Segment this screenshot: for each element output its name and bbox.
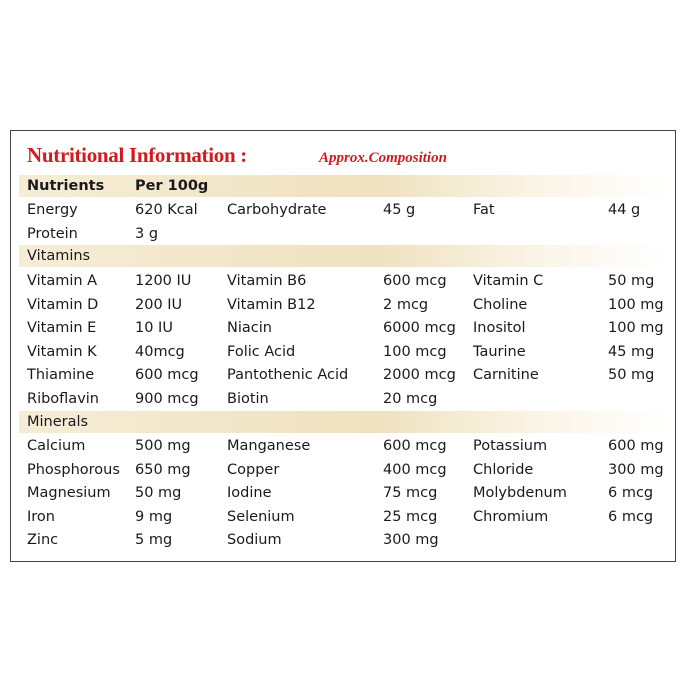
nutrient-name: Vitamin A <box>27 273 98 289</box>
nutrient-name: Inositol <box>473 320 526 336</box>
nutrient-value: 50 mg <box>608 367 655 383</box>
vitamin-row <box>11 294 677 316</box>
vitamins-label: Vitamins <box>27 248 91 264</box>
nutrient-value: 100 mg <box>608 296 664 313</box>
nutrient-value: 600 mcg <box>383 273 447 289</box>
vitamin-row <box>11 270 677 292</box>
nutrient-name: Potassium <box>473 438 548 454</box>
nutrient-value: 10 IU <box>135 320 173 336</box>
nutrient-name: Molybdenum <box>473 485 567 501</box>
nutrient-name: Vitamin D <box>27 296 99 313</box>
col-per-100g: Per 100g <box>135 178 209 194</box>
nutrient-value: 400 mcg <box>383 461 447 478</box>
nutrient-name: Vitamin B12 <box>227 296 316 313</box>
nutrient-value: 500 mg <box>135 438 191 454</box>
mineral-row <box>11 435 677 457</box>
nutrient-value: 6 mcg <box>608 508 654 525</box>
mineral-row <box>11 459 677 481</box>
nutrient-value: 600 mcg <box>383 438 447 454</box>
vitamin-row <box>11 388 677 410</box>
nutrient-value: 5 mg <box>135 532 173 548</box>
nutrient-value: 3 g <box>135 225 159 242</box>
nutrient-value: 300 mg <box>383 532 439 548</box>
nutrient-name: Thiamine <box>27 367 95 383</box>
nutrient-name: Fat <box>473 202 495 218</box>
nutrient-value: 100 mcg <box>383 343 447 360</box>
nutrient-name: Zinc <box>27 532 59 548</box>
nutrient-name: Phosphorous <box>27 461 120 478</box>
vitamin-row <box>11 341 677 363</box>
column-header-row <box>11 175 677 197</box>
nutrient-name: Vitamin C <box>473 273 544 289</box>
nutrient-name: Magnesium <box>27 485 111 501</box>
nutrient-value: 200 IU <box>135 296 183 313</box>
nutrient-value: 50 mg <box>608 273 655 289</box>
nutrient-value: 6000 mcg <box>383 320 456 336</box>
nutrient-value: 600 mcg <box>135 367 199 383</box>
nutrient-name: Vitamin K <box>27 343 97 360</box>
nutrient-value: 20 mcg <box>383 390 438 407</box>
nutrient-value: 9 mg <box>135 508 173 525</box>
nutrient-value: 600 mg <box>608 438 664 454</box>
nutrient-value: 45 mg <box>608 343 655 360</box>
nutrient-name: Biotin <box>227 390 269 407</box>
nutrient-name: Protein <box>27 225 78 242</box>
mineral-row <box>11 482 677 504</box>
nutrient-name: Niacin <box>227 320 272 336</box>
nutrient-value: 45 g <box>383 202 416 218</box>
nutrient-name: Folic Acid <box>227 343 296 360</box>
nutrient-name: Taurine <box>473 343 526 360</box>
nutrient-name: Riboflavin <box>27 390 99 407</box>
nutrient-value: 40mcg <box>135 343 185 360</box>
col-nutrients: Nutrients <box>27 178 105 194</box>
nutrient-name: Sodium <box>227 532 282 548</box>
nutrient-value: 1200 IU <box>135 273 192 289</box>
nutrient-name: Iodine <box>227 485 272 501</box>
nutrient-name: Choline <box>473 296 528 313</box>
nutrient-name: Vitamin B6 <box>227 273 307 289</box>
nutrient-name: Pantothenic Acid <box>227 367 349 383</box>
nutrient-name: Copper <box>227 461 280 478</box>
nutrient-name: Chromium <box>473 508 549 525</box>
vitamins-header <box>11 245 677 267</box>
nutrient-value: 300 mg <box>608 461 664 478</box>
mineral-row <box>11 529 677 551</box>
nutrient-name: Energy <box>27 202 78 218</box>
nutrient-value: 620 Kcal <box>135 202 198 218</box>
nutrition-panel <box>10 130 676 562</box>
nutrient-name: Calcium <box>27 438 86 454</box>
general-row <box>11 199 677 221</box>
minerals-header <box>11 411 677 433</box>
mineral-row <box>11 506 677 528</box>
nutrient-name: Carbohydrate <box>227 202 327 218</box>
panel-subtitle: Approx.Composition <box>319 150 447 166</box>
vitamin-row <box>11 364 677 386</box>
minerals-label: Minerals <box>27 414 89 430</box>
nutrient-value: 44 g <box>608 202 641 218</box>
nutrient-value: 900 mcg <box>135 390 199 407</box>
nutrient-name: Manganese <box>227 438 311 454</box>
title-row <box>27 143 667 175</box>
nutrient-value: 25 mcg <box>383 508 438 525</box>
nutrient-value: 50 mg <box>135 485 182 501</box>
nutrient-name: Selenium <box>227 508 295 525</box>
nutrient-name: Chloride <box>473 461 534 478</box>
nutrient-value: 2 mcg <box>383 296 429 313</box>
nutrient-value: 2000 mcg <box>383 367 456 383</box>
nutrient-name: Vitamin E <box>27 320 97 336</box>
general-row <box>11 223 677 245</box>
nutrient-name: Iron <box>27 508 55 525</box>
panel-title: Nutritional Information : <box>27 143 247 167</box>
nutrient-value: 650 mg <box>135 461 191 478</box>
nutrient-value: 100 mg <box>608 320 664 336</box>
vitamin-row <box>11 317 677 339</box>
nutrient-name: Carnitine <box>473 367 539 383</box>
nutrient-value: 6 mcg <box>608 485 654 501</box>
nutrient-value: 75 mcg <box>383 485 438 501</box>
